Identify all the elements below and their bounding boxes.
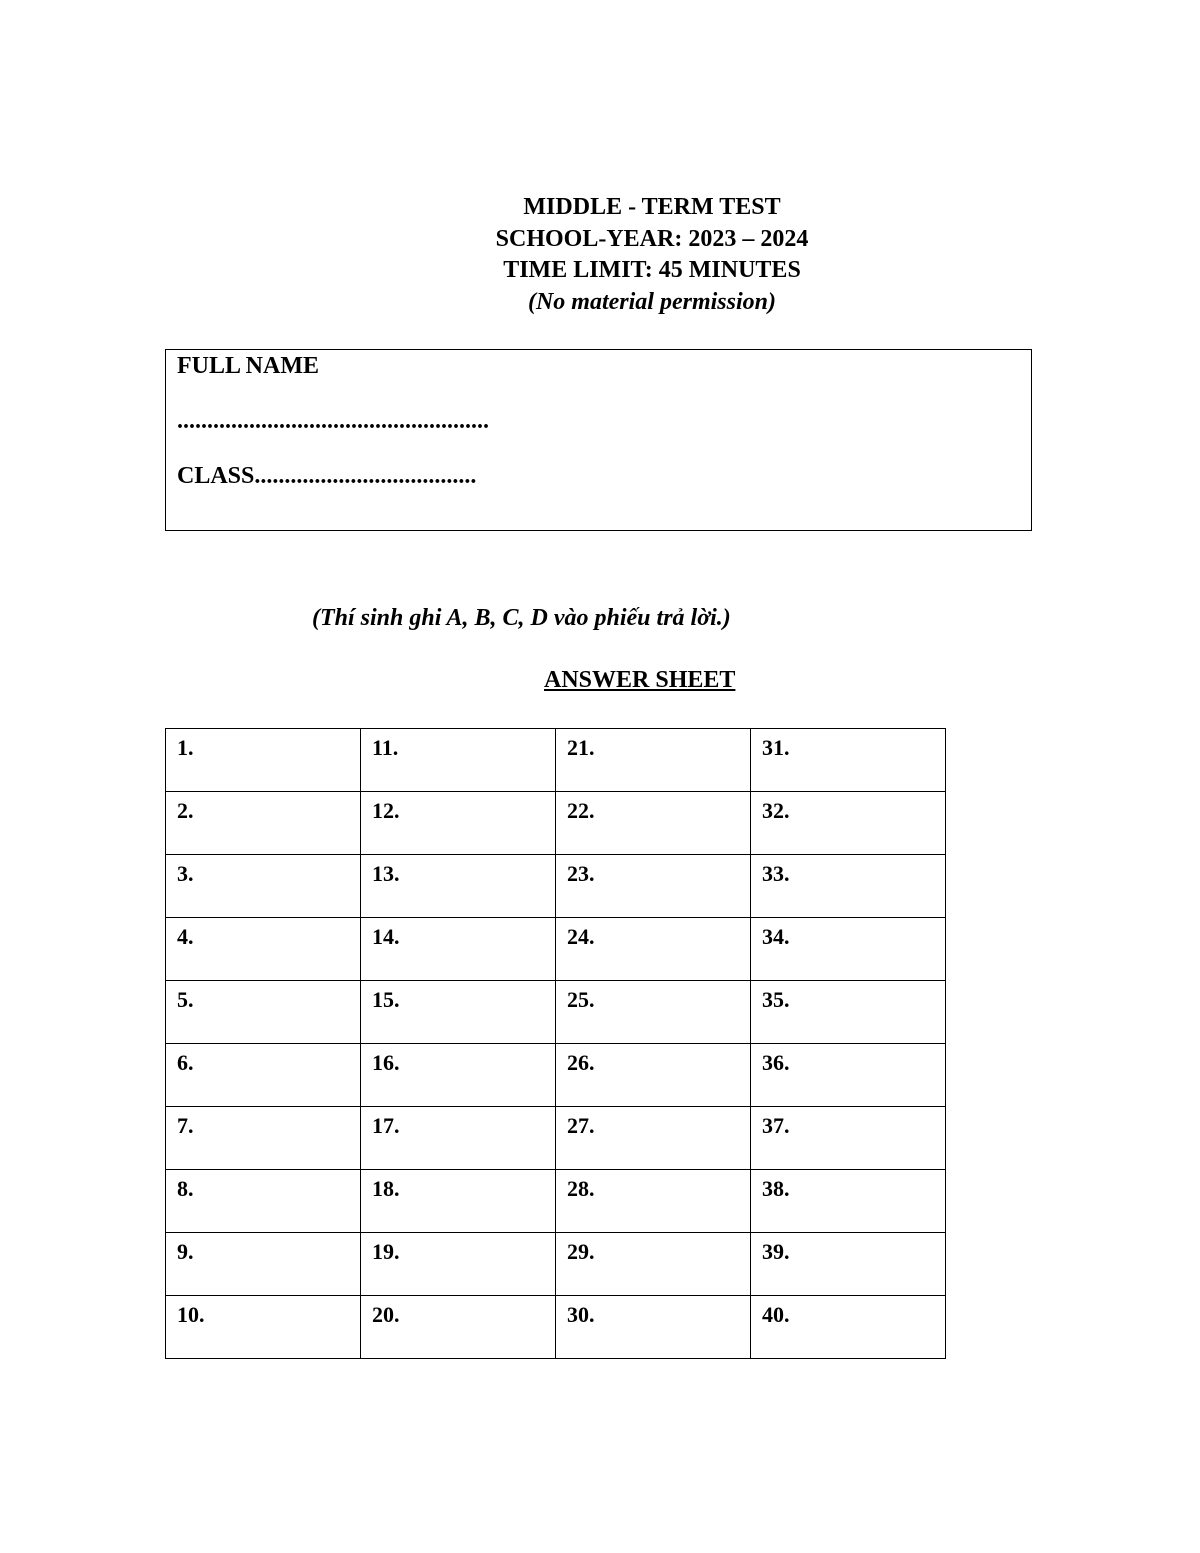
answer-cell[interactable]: 13. bbox=[361, 855, 556, 918]
answer-cell[interactable]: 1. bbox=[166, 729, 361, 792]
full-name-field[interactable]: .................................................... bbox=[177, 408, 489, 434]
answer-cell[interactable]: 37. bbox=[751, 1107, 946, 1170]
answer-cell[interactable]: 32. bbox=[751, 792, 946, 855]
answer-cell[interactable]: 12. bbox=[361, 792, 556, 855]
answer-cell[interactable]: 35. bbox=[751, 981, 946, 1044]
answer-cell[interactable]: 11. bbox=[361, 729, 556, 792]
answer-cell[interactable]: 26. bbox=[556, 1044, 751, 1107]
answer-row bbox=[166, 792, 946, 855]
answer-row bbox=[166, 981, 946, 1044]
answer-row bbox=[166, 1044, 946, 1107]
student-info-box bbox=[165, 349, 1032, 531]
answer-cell[interactable]: 40. bbox=[751, 1296, 946, 1359]
answer-cell[interactable]: 34. bbox=[751, 918, 946, 981]
answer-cell[interactable]: 29. bbox=[556, 1233, 751, 1296]
answer-cell[interactable]: 25. bbox=[556, 981, 751, 1044]
answer-cell[interactable]: 30. bbox=[556, 1296, 751, 1359]
answer-cell[interactable]: 2. bbox=[166, 792, 361, 855]
answer-cell[interactable]: 4. bbox=[166, 918, 361, 981]
answer-cell[interactable]: 9. bbox=[166, 1233, 361, 1296]
full-name-label: FULL NAME bbox=[177, 353, 320, 379]
answer-cell[interactable]: 27. bbox=[556, 1107, 751, 1170]
answer-cell[interactable]: 18. bbox=[361, 1170, 556, 1233]
test-header bbox=[352, 192, 952, 318]
answer-cell[interactable]: 15. bbox=[361, 981, 556, 1044]
answer-sheet-table bbox=[165, 728, 946, 1359]
answer-cell[interactable]: 10. bbox=[166, 1296, 361, 1359]
answer-cell[interactable]: 16. bbox=[361, 1044, 556, 1107]
answer-cell[interactable]: 19. bbox=[361, 1233, 556, 1296]
test-title: MIDDLE - TERM TEST bbox=[523, 194, 781, 220]
answer-cell[interactable]: 23. bbox=[556, 855, 751, 918]
answer-cell[interactable]: 20. bbox=[361, 1296, 556, 1359]
answer-cell[interactable]: 24. bbox=[556, 918, 751, 981]
answer-instruction: (Thí sinh ghi A, B, C, D vào phiếu trả lời.) bbox=[312, 605, 731, 631]
answer-cell[interactable]: 36. bbox=[751, 1044, 946, 1107]
answer-cell[interactable]: 6. bbox=[166, 1044, 361, 1107]
material-note: (No material permission) bbox=[527, 288, 776, 315]
answer-row bbox=[166, 1233, 946, 1296]
answer-cell[interactable]: 22. bbox=[556, 792, 751, 855]
answer-cell[interactable]: 14. bbox=[361, 918, 556, 981]
answer-cell[interactable]: 21. bbox=[556, 729, 751, 792]
answer-cell[interactable]: 33. bbox=[751, 855, 946, 918]
answer-row bbox=[166, 1170, 946, 1233]
answer-cell[interactable]: 17. bbox=[361, 1107, 556, 1170]
answer-row bbox=[166, 1296, 946, 1359]
answer-sheet-title: ANSWER SHEET bbox=[544, 667, 736, 693]
school-year: SCHOOL-YEAR: 2023 – 2024 bbox=[495, 225, 809, 252]
answer-row bbox=[166, 855, 946, 918]
answer-row bbox=[166, 729, 946, 792]
time-limit: TIME LIMIT: 45 MINUTES bbox=[503, 257, 801, 283]
answer-cell[interactable]: 39. bbox=[751, 1233, 946, 1296]
answer-cell[interactable]: 28. bbox=[556, 1170, 751, 1233]
answer-cell[interactable]: 7. bbox=[166, 1107, 361, 1170]
answer-cell[interactable]: 8. bbox=[166, 1170, 361, 1233]
answer-cell[interactable]: 5. bbox=[166, 981, 361, 1044]
answer-row bbox=[166, 1107, 946, 1170]
answer-row bbox=[166, 918, 946, 981]
answer-cell[interactable]: 38. bbox=[751, 1170, 946, 1233]
answer-cell[interactable]: 31. bbox=[751, 729, 946, 792]
answer-cell[interactable]: 3. bbox=[166, 855, 361, 918]
class-field[interactable]: CLASS..................................... bbox=[177, 463, 477, 489]
